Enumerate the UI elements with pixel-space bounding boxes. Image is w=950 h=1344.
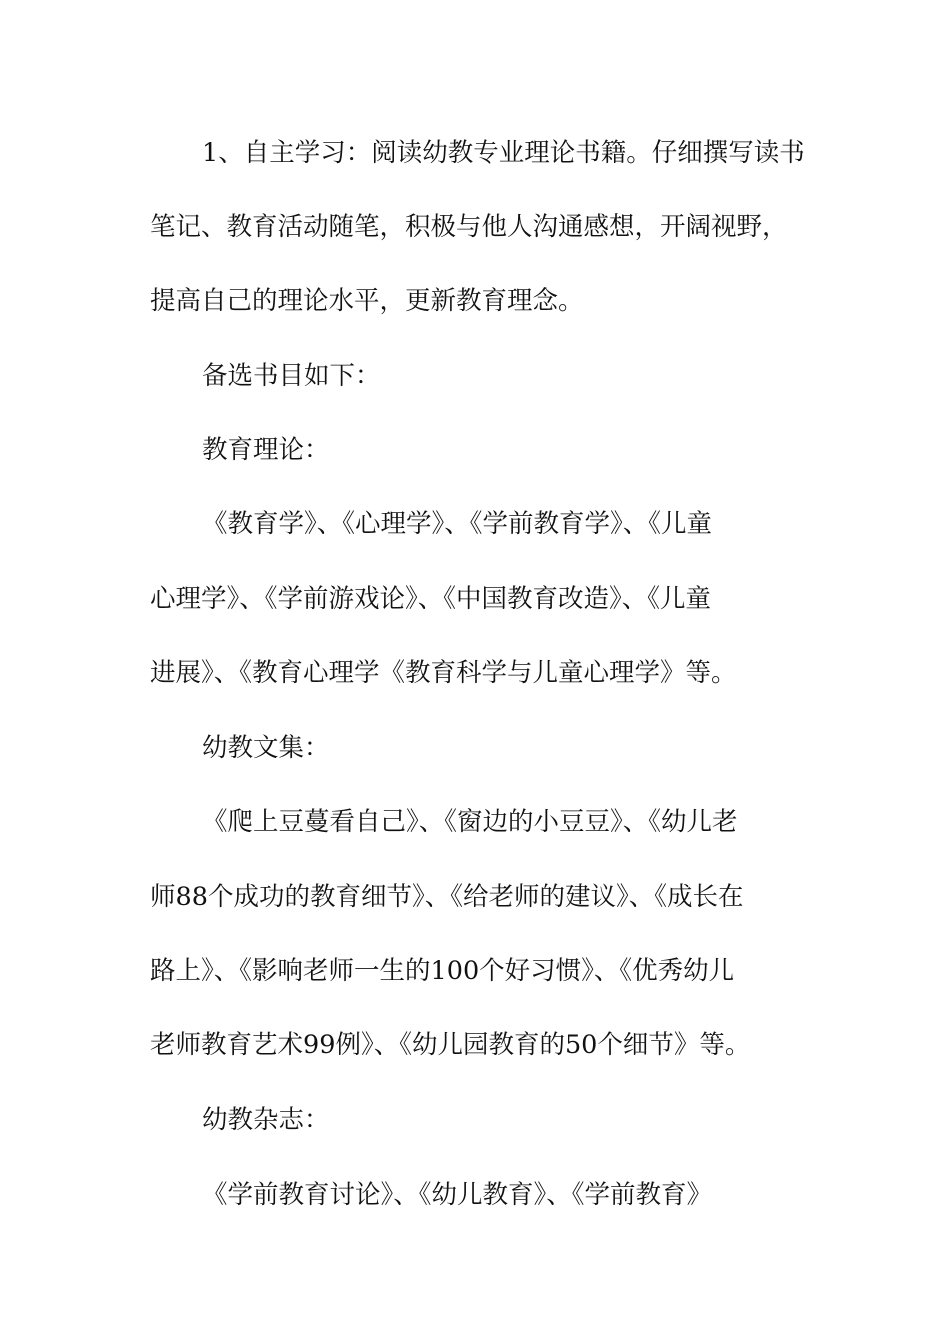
paragraph-self-study-line-1: 1、自主学习：阅读幼教专业理论书籍。仔细撰写读书 <box>202 138 805 168</box>
paragraph-self-study-line-2: 笔记、教育活动随笔，积极与他人沟通感想，开阔视野， <box>150 212 788 242</box>
magazines-line-1: 《学前教育讨论》、《幼儿教育》、《学前教育》 <box>202 1180 713 1210</box>
heading-preschool-anthologies: 幼教文集： <box>202 733 330 763</box>
education-theory-books-line-3: 进展》、《教育心理学《教育科学与儿童心理学》等。 <box>150 658 737 688</box>
anthology-books-line-2: 师88个成功的教育细节》、《给老师的建议》、《成长在 <box>150 882 744 912</box>
paragraph-self-study-line-3: 提高自己的理论水平，更新教育理念。 <box>150 286 584 316</box>
anthology-books-line-4: 老师教育艺术99例》、《幼儿园教育的50个细节》等。 <box>150 1030 751 1060</box>
education-theory-books-line-2: 心理学》、《学前游戏论》、《中国教育改造》、《儿童 <box>150 584 712 614</box>
anthology-books-line-3: 路上》、《影响老师一生的100个好习惯》、《优秀幼儿 <box>150 956 735 986</box>
anthology-books-line-1: 《爬上豆蔓看自己》、《窗边的小豆豆》、《幼儿老 <box>202 807 738 837</box>
book-list-intro: 备选书目如下： <box>202 361 381 391</box>
education-theory-books-line-1: 《教育学》、《心理学》、《学前教育学》、《儿童 <box>202 509 713 539</box>
heading-preschool-magazines: 幼教杂志： <box>202 1105 330 1135</box>
heading-education-theory: 教育理论： <box>202 435 330 465</box>
